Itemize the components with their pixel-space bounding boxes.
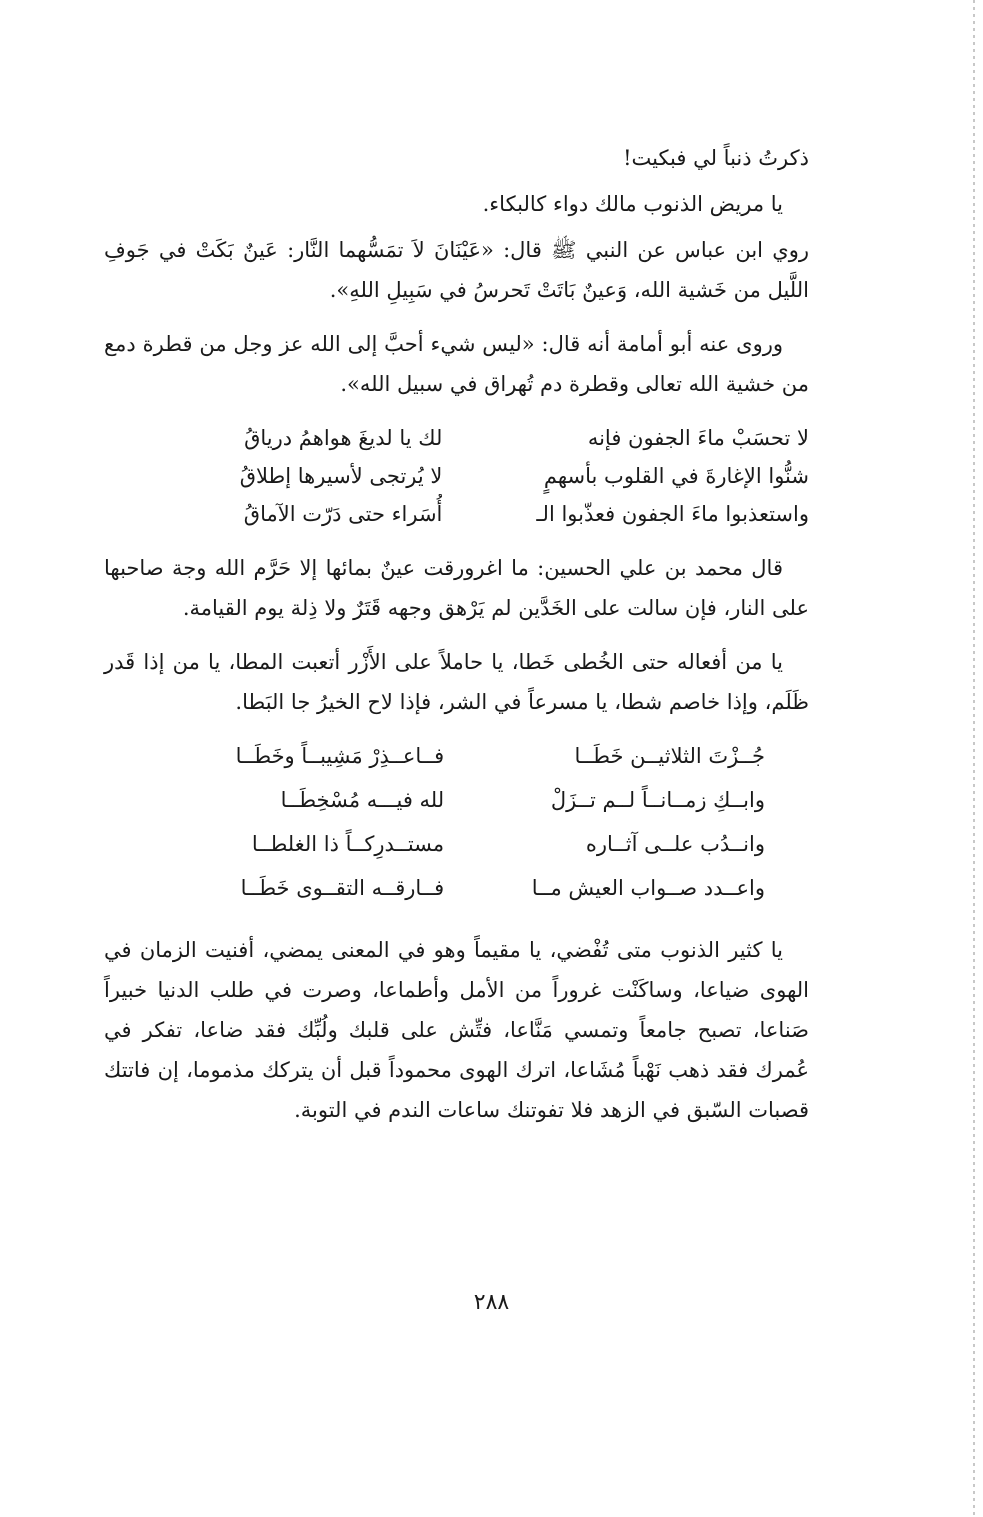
verse-second-hemistich: مستــدرِكــاً ذا الغلطــا	[251, 832, 445, 856]
page-number: ٢٨٨	[473, 1290, 510, 1315]
verse-second-hemistich: لله فيـــه مُسْخِطَــا	[280, 788, 445, 812]
verse-second-hemistich: فــاعــذِرْ مَشِيبــاً وخَطَــا	[235, 744, 445, 768]
poem-1	[104, 418, 809, 532]
poem-1-verse	[104, 456, 809, 494]
paragraph-hadith-1: روي ابن عباس عن النبي ﷺ قال: «عَيْنَانَ لاَ تمَسُّهما النَّار: عَينٌ بَكَتْ في جَوفِ اللَّيل من خَشية الله، وَعينٌ بَاتَتْ تَحرسُ في سَبِيلِ اللهِ».	[104, 238, 809, 302]
poem-2-verse	[148, 736, 765, 780]
poem-2-verse	[148, 824, 765, 868]
verse-second-hemistich: لك يا لديغَ هواهمُ درياقُ	[244, 426, 443, 450]
verse-first-hemistich: واستعذبوا ماءَ الجفون فعذّبوا الـ	[536, 502, 809, 526]
verse-second-hemistich: لا يُرتجى لأسيرها إطلاقُ	[239, 464, 443, 488]
verse-first-hemistich: وانــدُب علــى آثــاره	[585, 832, 765, 856]
paragraph-hadith-2: وروى عنه أبو أمامة أنه قال: «ليس شيء أحبَّ إلى الله عز وجل من قطرة دمع من خشية الله تعالى وقطرة دم تُهراق في سبيل الله».	[104, 332, 809, 396]
paragraph-closing: يا كثير الذنوب متى تُفْضي، يا مقيماً وهو في المعنى يمضي، أفنيت الزمان في الهوى ضياعا، وساكَنْت غروراً من الأمل وأطماعا، وصرت في طلب الدنيا خبيراً صَناعا، تصبح جامعاً وتمسي مَنَّاعا، فتِّش على قلبك ولُبِّك فقد ضاعا، تفكر في عُمرك فقد ذهب نَهْباً مُشَاعا، اترك الهوى محموداً قبل أن يتركك مذموما، إن فاتتك قصبات السّبق في الزهد فلا تفوتنك ساعات الندم في التوبة.	[104, 938, 809, 1122]
page-body	[104, 138, 809, 1144]
verse-second-hemistich: أُسَراء حتى دَرّت الآماقُ	[243, 502, 443, 526]
verse-first-hemistich: واعــدد صــواب العيش مــا	[531, 876, 765, 900]
verse-first-hemistich: جُــزْتَ الثلاثيــن خَطَــا	[574, 744, 765, 768]
poem-2	[148, 736, 765, 912]
paragraph-quote: قال محمد بن علي الحسين: ما اغرورقت عينٌ بمائها إلا حَرَّم الله وجة صاحبها على النار، فإن سالت على الخَدَّين لم يَرْهق وجهه قَتَرٌ ولا ذِلة يوم القيامة.	[104, 556, 809, 620]
poem-2-verse	[148, 868, 765, 912]
paragraph-2: يا مريض الذنوب مالك دواء كالبكاء.	[482, 192, 783, 216]
poem-1-verse	[104, 494, 809, 532]
paragraph-1: ذكرتُ ذنباً لي فبكيت!	[623, 146, 809, 170]
verse-first-hemistich: شنُّوا الإغارةَ في القلوب بأسهمٍ	[543, 464, 809, 488]
paragraph-admonition: يا من أفعاله حتى الخُطى خَطا، يا حاملاً على الأَزْر أتعبت المطا، يا من إذا قَدر ظَلَم، وإذا خاصم شطا، يا مسرعاً في الشر، فإذا لاح الخيرُ جا البَطا.	[104, 650, 809, 714]
verse-second-hemistich: فــارقــه التقــوى خَطَــا	[240, 876, 445, 900]
poem-1-verse	[104, 418, 809, 456]
poem-2-verse	[148, 780, 765, 824]
verse-first-hemistich: لا تحسَبْ ماءَ الجفون فإنه	[587, 426, 809, 450]
verse-first-hemistich: وابــكِ زمــانــاً لــم تــزَلْ	[550, 788, 765, 812]
